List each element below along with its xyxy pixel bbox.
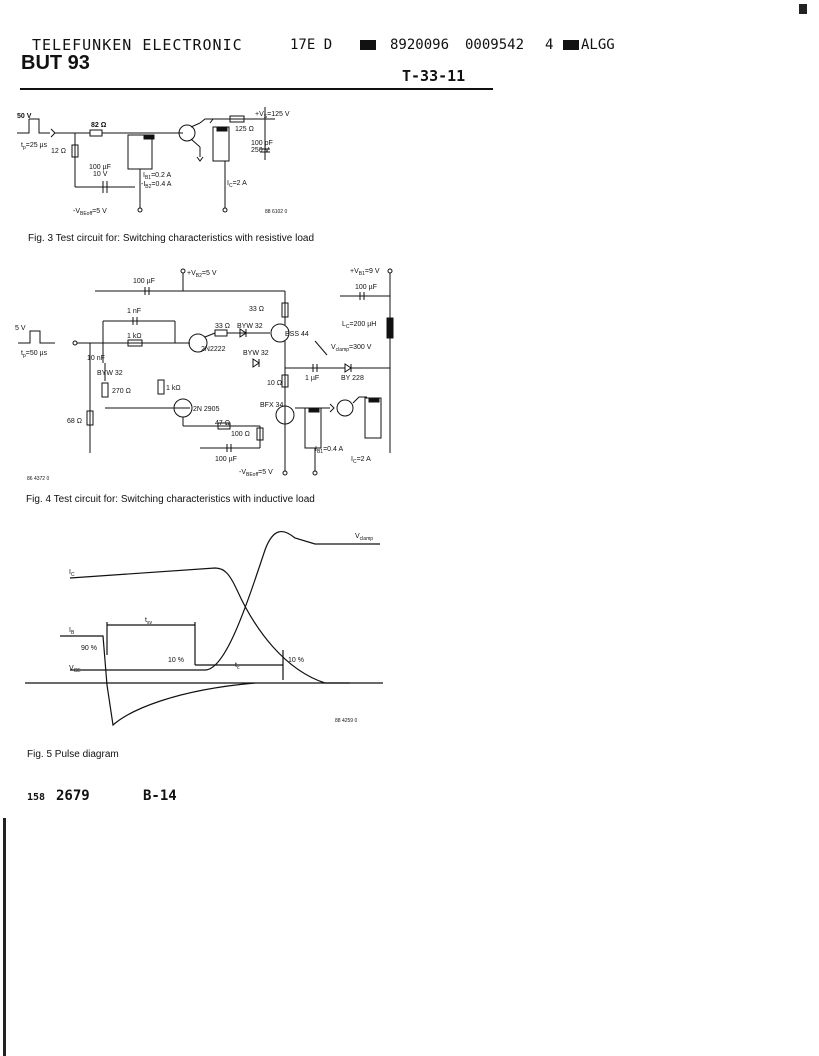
svg-text:12 Ω: 12 Ω: [51, 148, 66, 155]
serial-d: ALGG: [581, 37, 615, 53]
svg-text:VCE: $V_{CE}$: [69, 665, 81, 674]
fig4-caption: Fig. 4 Test circuit for: Switching characteristics with inductive load: [26, 494, 315, 505]
svg-text:+VS=125 V: $+V_S=125$ V: [255, 111, 290, 120]
svg-text:100 µF: 100 µF: [89, 164, 111, 171]
svg-text:125 Ω: 125 Ω: [235, 126, 254, 133]
svg-text:LC=200 µH: $L_C=200$ µH: [342, 321, 377, 330]
svg-text:BFX 34: BFX 34: [260, 402, 284, 409]
svg-text:IC: $I_C$: [69, 569, 75, 578]
section-code: B-14: [143, 788, 177, 804]
svg-text:Vclamp: $V_{clamp}$: [355, 533, 374, 542]
fig5-caption: Fig. 5 Pulse diagram: [27, 749, 119, 760]
serial-c: 4: [545, 37, 554, 53]
fig3-vin: 50 V: [17, 113, 32, 120]
fig4-circuit: [15, 263, 405, 483]
svg-text:33 Ω: 33 Ω: [249, 306, 264, 313]
svg-text:BYW 32: BYW 32: [237, 323, 263, 330]
svg-text:BYW 32: BYW 32: [97, 370, 123, 377]
svg-text:1 kΩ: 1 kΩ: [127, 333, 142, 340]
svg-text:-VBEoff=5 V: $-V_{BEoff}=5$ V: [73, 208, 107, 217]
svg-text:10 V: 10 V: [93, 171, 108, 178]
svg-text:IB1=0.4 A: $I_{B1}=0.4$ A: [315, 446, 344, 455]
svg-text:10 %: 10 %: [168, 657, 184, 664]
svg-text:+VB1=9 V: $+V_{B1}=9$ V: [350, 268, 380, 277]
svg-text:-IB2=0.4 A: $-I_{B2}=0.4$ A: [141, 181, 172, 190]
svg-text:tp=25 µs: $t_p=25$ µs: [21, 142, 48, 151]
svg-text:IC=2 A: $I_C=2$ A: [227, 180, 247, 189]
svg-text:33 Ω: 33 Ω: [215, 323, 230, 330]
svg-text:tc: $t_c$: [235, 662, 240, 671]
svg-text:tsv: $t_{sv}$: [145, 617, 152, 626]
svg-text:47 Ω: 47 Ω: [215, 420, 230, 427]
fig4-code: 86 4372 0: [27, 476, 50, 482]
svg-text:2N 2905: 2N 2905: [193, 406, 220, 413]
svg-text:90 %: 90 %: [81, 645, 97, 652]
svg-text:IC=2 A: $I_C=2$ A: [351, 456, 371, 465]
svg-text:-VBEoff=5 V: $-V_{BEoff}=5$ V: [239, 469, 273, 478]
part-number: BUT 93: [21, 52, 90, 74]
fig5-code: 88 4259 0: [335, 718, 358, 724]
svg-text:1 kΩ: 1 kΩ: [166, 385, 181, 392]
svg-text:100 µF: 100 µF: [215, 456, 237, 463]
page-number: 158: [27, 792, 46, 803]
scan-edge: [3, 818, 6, 1056]
header-rule: [20, 88, 493, 90]
svg-text:82 Ω: 82 Ω: [91, 122, 107, 129]
svg-text:1 µF: 1 µF: [305, 375, 320, 382]
svg-text:100 Ω: 100 Ω: [231, 431, 250, 438]
svg-text:+VB2=5 V: $+V_{B2}=5$ V: [187, 270, 217, 279]
black-marker: [360, 40, 376, 50]
header-code: 17E D: [290, 37, 333, 53]
fig3-caption: Fig. 3 Test circuit for: Switching characteristics with resistive load: [28, 233, 315, 244]
svg-text:BYW 32: BYW 32: [243, 350, 269, 357]
doc-number: 2679: [56, 788, 90, 804]
svg-text:2N2222: 2N2222: [201, 346, 226, 353]
type-code: T-33-11: [402, 67, 466, 85]
svg-text:tp=50 µs: $t_p=50$ µs: [21, 350, 48, 359]
svg-text:250 V: 250 V: [251, 147, 270, 154]
svg-text:10 Ω: 10 Ω: [267, 380, 282, 387]
svg-text:270 Ω: 270 Ω: [112, 388, 131, 395]
svg-text:10 %: 10 %: [288, 657, 304, 664]
company-name: TELEFUNKEN ELECTRONIC: [32, 36, 243, 54]
svg-text:5 V: 5 V: [15, 325, 26, 332]
fig3-circuit: [15, 105, 315, 220]
svg-text:IB1=0.2 A: $I_{B1}=0.2$ A: [143, 172, 172, 181]
svg-text:68 Ω: 68 Ω: [67, 418, 82, 425]
svg-text:IB: $I_B$: [69, 627, 75, 636]
serial-a: 8920096: [390, 37, 450, 53]
svg-text:BSS 44: BSS 44: [285, 331, 309, 338]
fig5-pulse-diagram: [25, 520, 395, 735]
fig3-code: 88 6102 0: [265, 209, 288, 215]
svg-text:100 pF: 100 pF: [251, 140, 273, 147]
svg-text:100 µF: 100 µF: [133, 278, 155, 285]
svg-text:10 nF: 10 nF: [87, 355, 105, 362]
svg-text:1 nF: 1 nF: [127, 308, 142, 315]
svg-text:BY 228: BY 228: [341, 375, 364, 382]
svg-text:Vclamp=300 V: $V_{clamp}=300$ V: [331, 344, 372, 353]
serial-b: 0009542: [465, 37, 525, 53]
scan-mark: [799, 4, 807, 14]
svg-text:100 µF: 100 µF: [355, 284, 377, 291]
black-marker-2: [563, 40, 579, 50]
